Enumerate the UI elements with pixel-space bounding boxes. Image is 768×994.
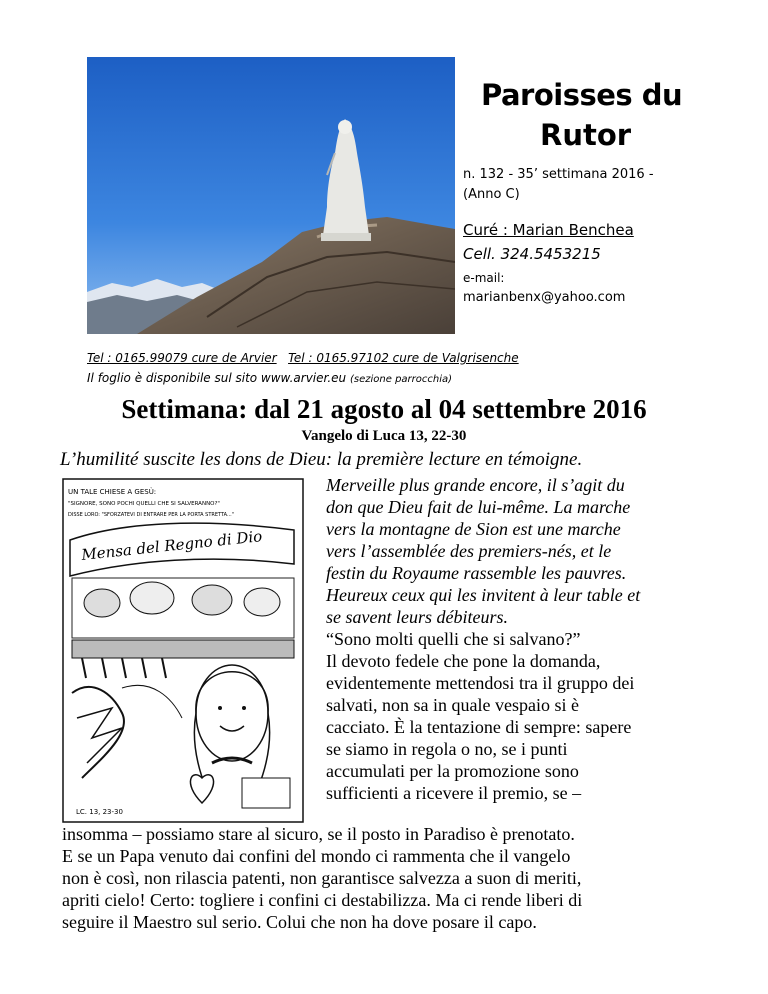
sketch-caption-3: DISSE LORO: "SFORZATEVI DI ENTRARE PER LA PORTA STRETTA..." [68,512,235,518]
para-line: Heureux ceux qui les invitent à leur table et [326,585,641,605]
para-line: se savent leurs débiteurs. [326,607,508,627]
para-line: don que Dieu fait de lui-même. La marche [326,497,631,517]
telephone-line [87,351,519,365]
tel-valgrisenche: Tel : 0165.97102 cure de Valgrisenche [288,351,519,365]
email-label: e-mail: [463,271,505,285]
email-address[interactable]: marianbenx@yahoo.com [463,290,626,305]
para-line: vers la montagne de Sion est une marche [326,519,621,539]
title-line1: Paroisses du [481,78,683,112]
intro-line: L’humilité suscite les dons de Dieu: la première lecture en témoigne. [60,449,583,470]
para-line: E se un Papa venuto dai confini del mondo ci rammenta che il vangelo [62,846,571,866]
website-line: Il foglio è disponibile sul sito www.arvier.eu (sezione parrocchia) [87,371,453,385]
week-heading: Settimana: dal 21 agosto al 04 settembre 2016 [121,394,647,424]
sketch-caption-1: UN TALE CHIESE A GESÙ: [68,488,157,496]
para-line: non è così, non rilascia patenti, non garantisce salvezza a suon di meriti, [62,868,582,888]
para-line: se siamo in regola o no, se i punti [326,739,568,759]
tel-arvier: Tel : 0165.99079 cure de Arvier [87,351,277,365]
madonna-statue-photo [87,57,455,334]
para-line: sufficienti a ricevere il premio, se – [326,783,582,803]
para-line: Il devoto fedele che pone la domanda, [326,651,601,671]
para-line: vers l’assemblée des premiers-nés, et le [326,541,612,561]
main-column [326,474,726,804]
cure-name: Curé : Marian Benchea [463,221,634,239]
para-line: evidentemente mettendosi tra il gruppo dei [326,673,635,693]
sketch-reference: LC. 13, 23-30 [76,808,123,816]
bottom-paragraph [62,823,722,933]
sketch-caption-2: "SIGNORE, SONO POCHI QUELLI CHE SI SALVERANNO?" [68,501,220,507]
para-line: seguire il Maestro sul serio. Colui che non ha dove posare il capo. [62,912,537,932]
para-line: insomma – possiamo stare al sicuro, se il posto in Paradiso è prenotato. [62,824,575,844]
issue-info: n. 132 - 35’ settimana 2016 - (Anno C) [463,167,654,202]
para-line: Merveille plus grande encore, il s’agit du [326,475,625,495]
para-line: apriti cielo! Certo: togliere i confini ci destabilizza. Ma ci rende liberi di [62,890,583,910]
sketch-banner: Mensa del Regno di Dio [80,527,264,564]
title-line2: Rutor [540,118,632,152]
para-line: festin du Royaume rassemble les pauvres. [326,563,627,583]
para-line: cacciato. È la tentazione di sempre: sapere [326,717,632,737]
cell-phone: Cell. 324.5453215 [463,245,601,263]
para-line: salvati, non sa in quale vespaio si è [326,695,579,715]
para-line: “Sono molti quelli che si salvano?” [326,629,581,649]
para-line: accumulati per la promozione sono [326,761,579,781]
gospel-reference: Vangelo di Luca 13, 22-30 [301,428,467,444]
gospel-drawing [62,478,304,823]
